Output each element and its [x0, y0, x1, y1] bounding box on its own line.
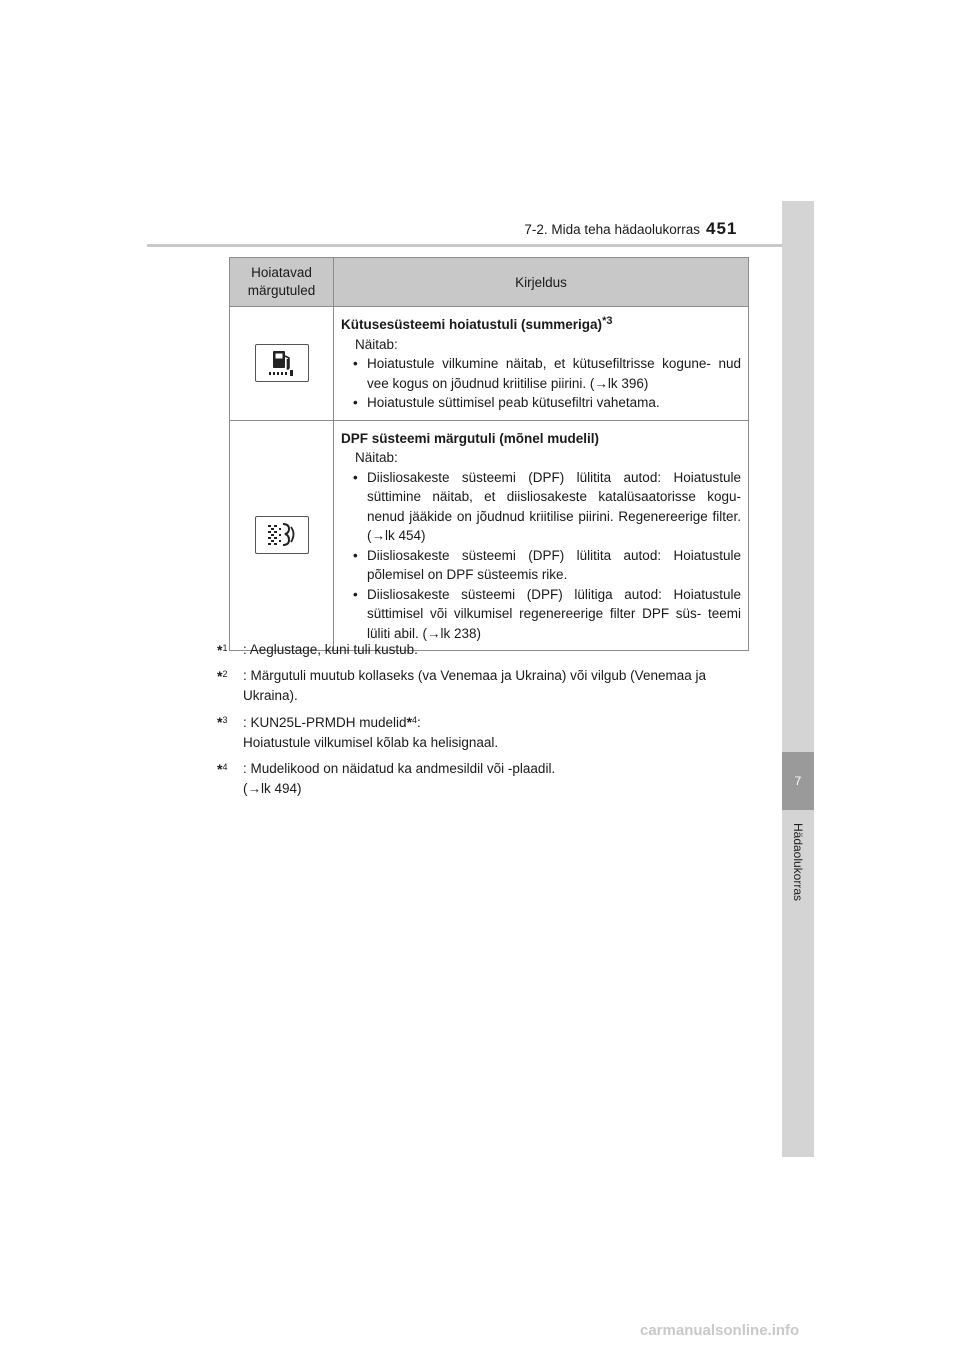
list-item: • Diisliosakeste süsteemi (DPF) lülitita autod: Hoiatustule süttimine näitab, et diisliosakeste katalüsaatorisse kogu- nenud jääkide on jõudnud kriitilise piirini. Regenereerige filter. (→lk 454): [353, 469, 741, 543]
footnote-2: *$^2$ : Märgutuli muutub kollaseks (va Venemaa ja Ukraina) või vilgub (Venemaa ja Ukraina).: [217, 668, 706, 703]
chapter-label-text: Hädaolukorras: [791, 822, 806, 902]
warning-lights-table: [229, 257, 749, 651]
footnote-3: *$^3$ : KUN25L-PRMDH mudelid*$^4$: Hoiatustule vilkumisel kõlab ka helisignaal.: [217, 714, 499, 750]
watermark: carmanualsonline.info: [640, 1322, 800, 1339]
section-title: 7-2. Mida teha hädaolukorras: [524, 222, 700, 237]
chapter-number: 7: [794, 774, 802, 788]
page-number: 451: [706, 219, 738, 238]
table-header-row: [230, 258, 749, 307]
dpf-system-indicator-icon: [255, 516, 309, 554]
footnote-1: *$^1$ : Aeglustage, kuni tuli kustub.: [217, 642, 418, 658]
row-intro: Näitab:: [355, 450, 398, 465]
chapter-tab[interactable]: [782, 752, 814, 810]
description-cell: [334, 420, 749, 651]
fuel-system-warning-icon: [255, 344, 309, 382]
footnote-mark: *3: [602, 315, 613, 327]
footnote-4: *$^4$ : Mudelikood on näidatud ka andmesildil või -plaadil. (→lk 494): [217, 761, 556, 796]
icon-cell: [230, 307, 334, 421]
description-cell: [334, 307, 749, 421]
row-title: DPF süsteemi märgutuli (mõnel mudelil): [341, 430, 600, 446]
header-warning-lights: [230, 258, 334, 307]
list-item: • Hoiatustule vilkumine näitab, et kütusefiltrisse kogune- nud vee kogus on jõudnud kriitilise piirini. (→lk 396): [353, 356, 741, 391]
table-row: [230, 307, 749, 421]
side-tab: [782, 201, 814, 1157]
header-description: Kirjeldus: [334, 258, 749, 307]
footnotes: [217, 640, 745, 805]
row-intro: Näitab:: [355, 336, 398, 352]
icon-cell: [230, 420, 334, 651]
header-rule: [147, 244, 813, 247]
header-col1-line1: Hoiatavad: [251, 265, 312, 280]
list-item: • Hoiatustule süttimisel peab kütusefiltri vahetama.: [353, 395, 660, 410]
header-col1-line2: märgutuled: [247, 283, 316, 298]
list-item: • Diisliosakeste süsteemi (DPF) lülitita autod: Hoiatustule põlemisel on DPF süsteemis rike.: [353, 547, 741, 582]
chapter-label: [782, 816, 814, 908]
table-row: [230, 420, 749, 651]
list-item: • Diisliosakeste süsteemi (DPF) lülitiga autod: Hoiatustule süttimisel või vilkumisel regenereerige filter DPF süs- teemi lüliti abil. (→lk 238): [353, 586, 741, 641]
row-title: Kütusesüsteemi hoiatustuli (summeriga)$^{*3}$: [341, 315, 613, 332]
